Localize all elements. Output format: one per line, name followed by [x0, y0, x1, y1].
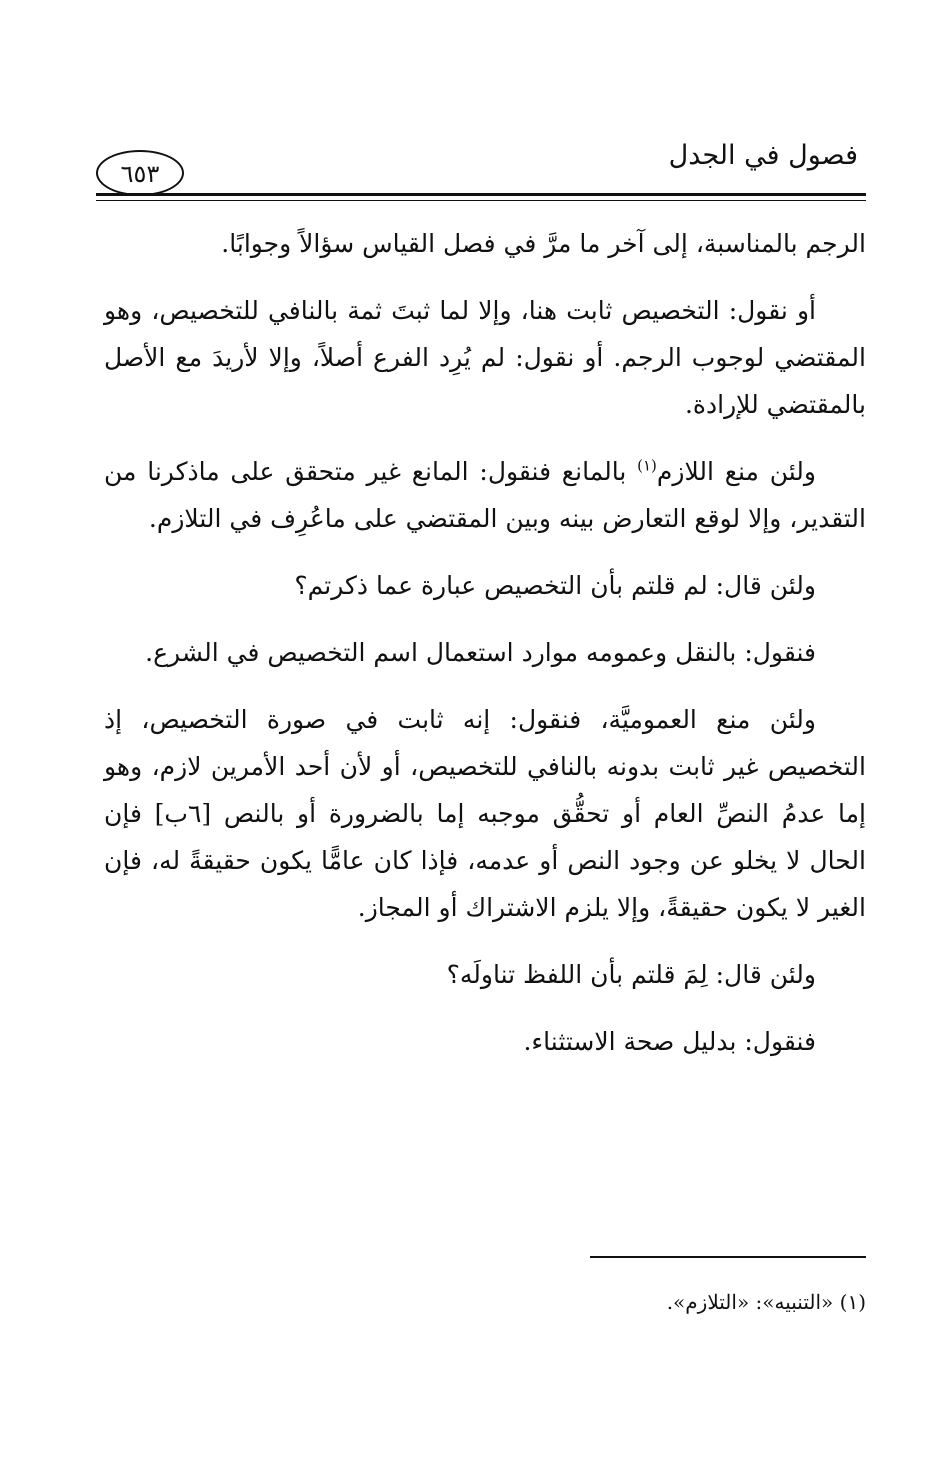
footnote-separator [590, 1256, 866, 1258]
page-number: ٦٥٣ [96, 150, 184, 196]
paragraph: فنقول: بالنقل وعمومه موارد استعمال اسم التخصيص في الشرع. [145, 638, 816, 667]
paragraph: الرجم بالمناسبة، إلى آخر ما مرَّ في فصل القياس سؤالاً وجوابًا. [221, 229, 866, 258]
paragraph: أو نقول: التخصيص ثابت هنا، وإلا لما ثبتَ ثمة بالنافي للتخصيص، وهو المقتضي لوجوب الرجم. أو نقول: لم يُرِد الفرع أصلاً، وإلا لأريدَ مع الأصل بالمقتضي للإرادة. [104, 296, 866, 419]
paragraph-with-footnote [104, 448, 866, 542]
footnote-text: «التنبيه»: «التلازم». [666, 1290, 834, 1314]
paragraph-text: ولئن منع اللازم [656, 457, 816, 486]
paragraph-text: بالمانع فنقول: المانع غير متحقق على ماذكرنا من التقدير، وإلا لوقع التعارض بينه وبين المقتضي على ماعُرِف في التلازم. [104, 457, 866, 533]
footnote-marker: (١) [839, 1290, 866, 1314]
paragraph: فنقول: بدليل صحة الاستثناء. [523, 1027, 816, 1056]
paragraph: ولئن قال: لم قلتم بأن التخصيص عبارة عما ذكرتم؟ [294, 571, 816, 600]
header-rule [96, 193, 866, 196]
footnote-reference: (١) [637, 456, 657, 475]
header-rule-secondary [96, 200, 866, 201]
main-text [104, 220, 866, 1085]
paragraph: ولئن منع العموميَّة، فنقول: إنه ثابت في صورة التخصيص، إذ التخصيص غير ثابت بدونه بالنافي للتخصيص، أو لأن أحد الأمرين لازم، وهو إما عدمُ النصِّ العام أو تحقُّق موجبه إما بالضرورة أو بالنص [٦ب] فإن الحال لا يخلو عن وجود النص أو عدمه، فإذا كان عامًّا يكون حقيقةً له، فإن الغير لا يكون حقيقةً، وإلا يلزم الاشتراك أو المجاز. [104, 705, 866, 922]
running-title: فصول في الجدل [668, 140, 858, 171]
paragraph: ولئن قال: لِمَ قلتم بأن اللفظ تناولَه؟ [446, 960, 816, 989]
footnote [667, 1284, 866, 1320]
